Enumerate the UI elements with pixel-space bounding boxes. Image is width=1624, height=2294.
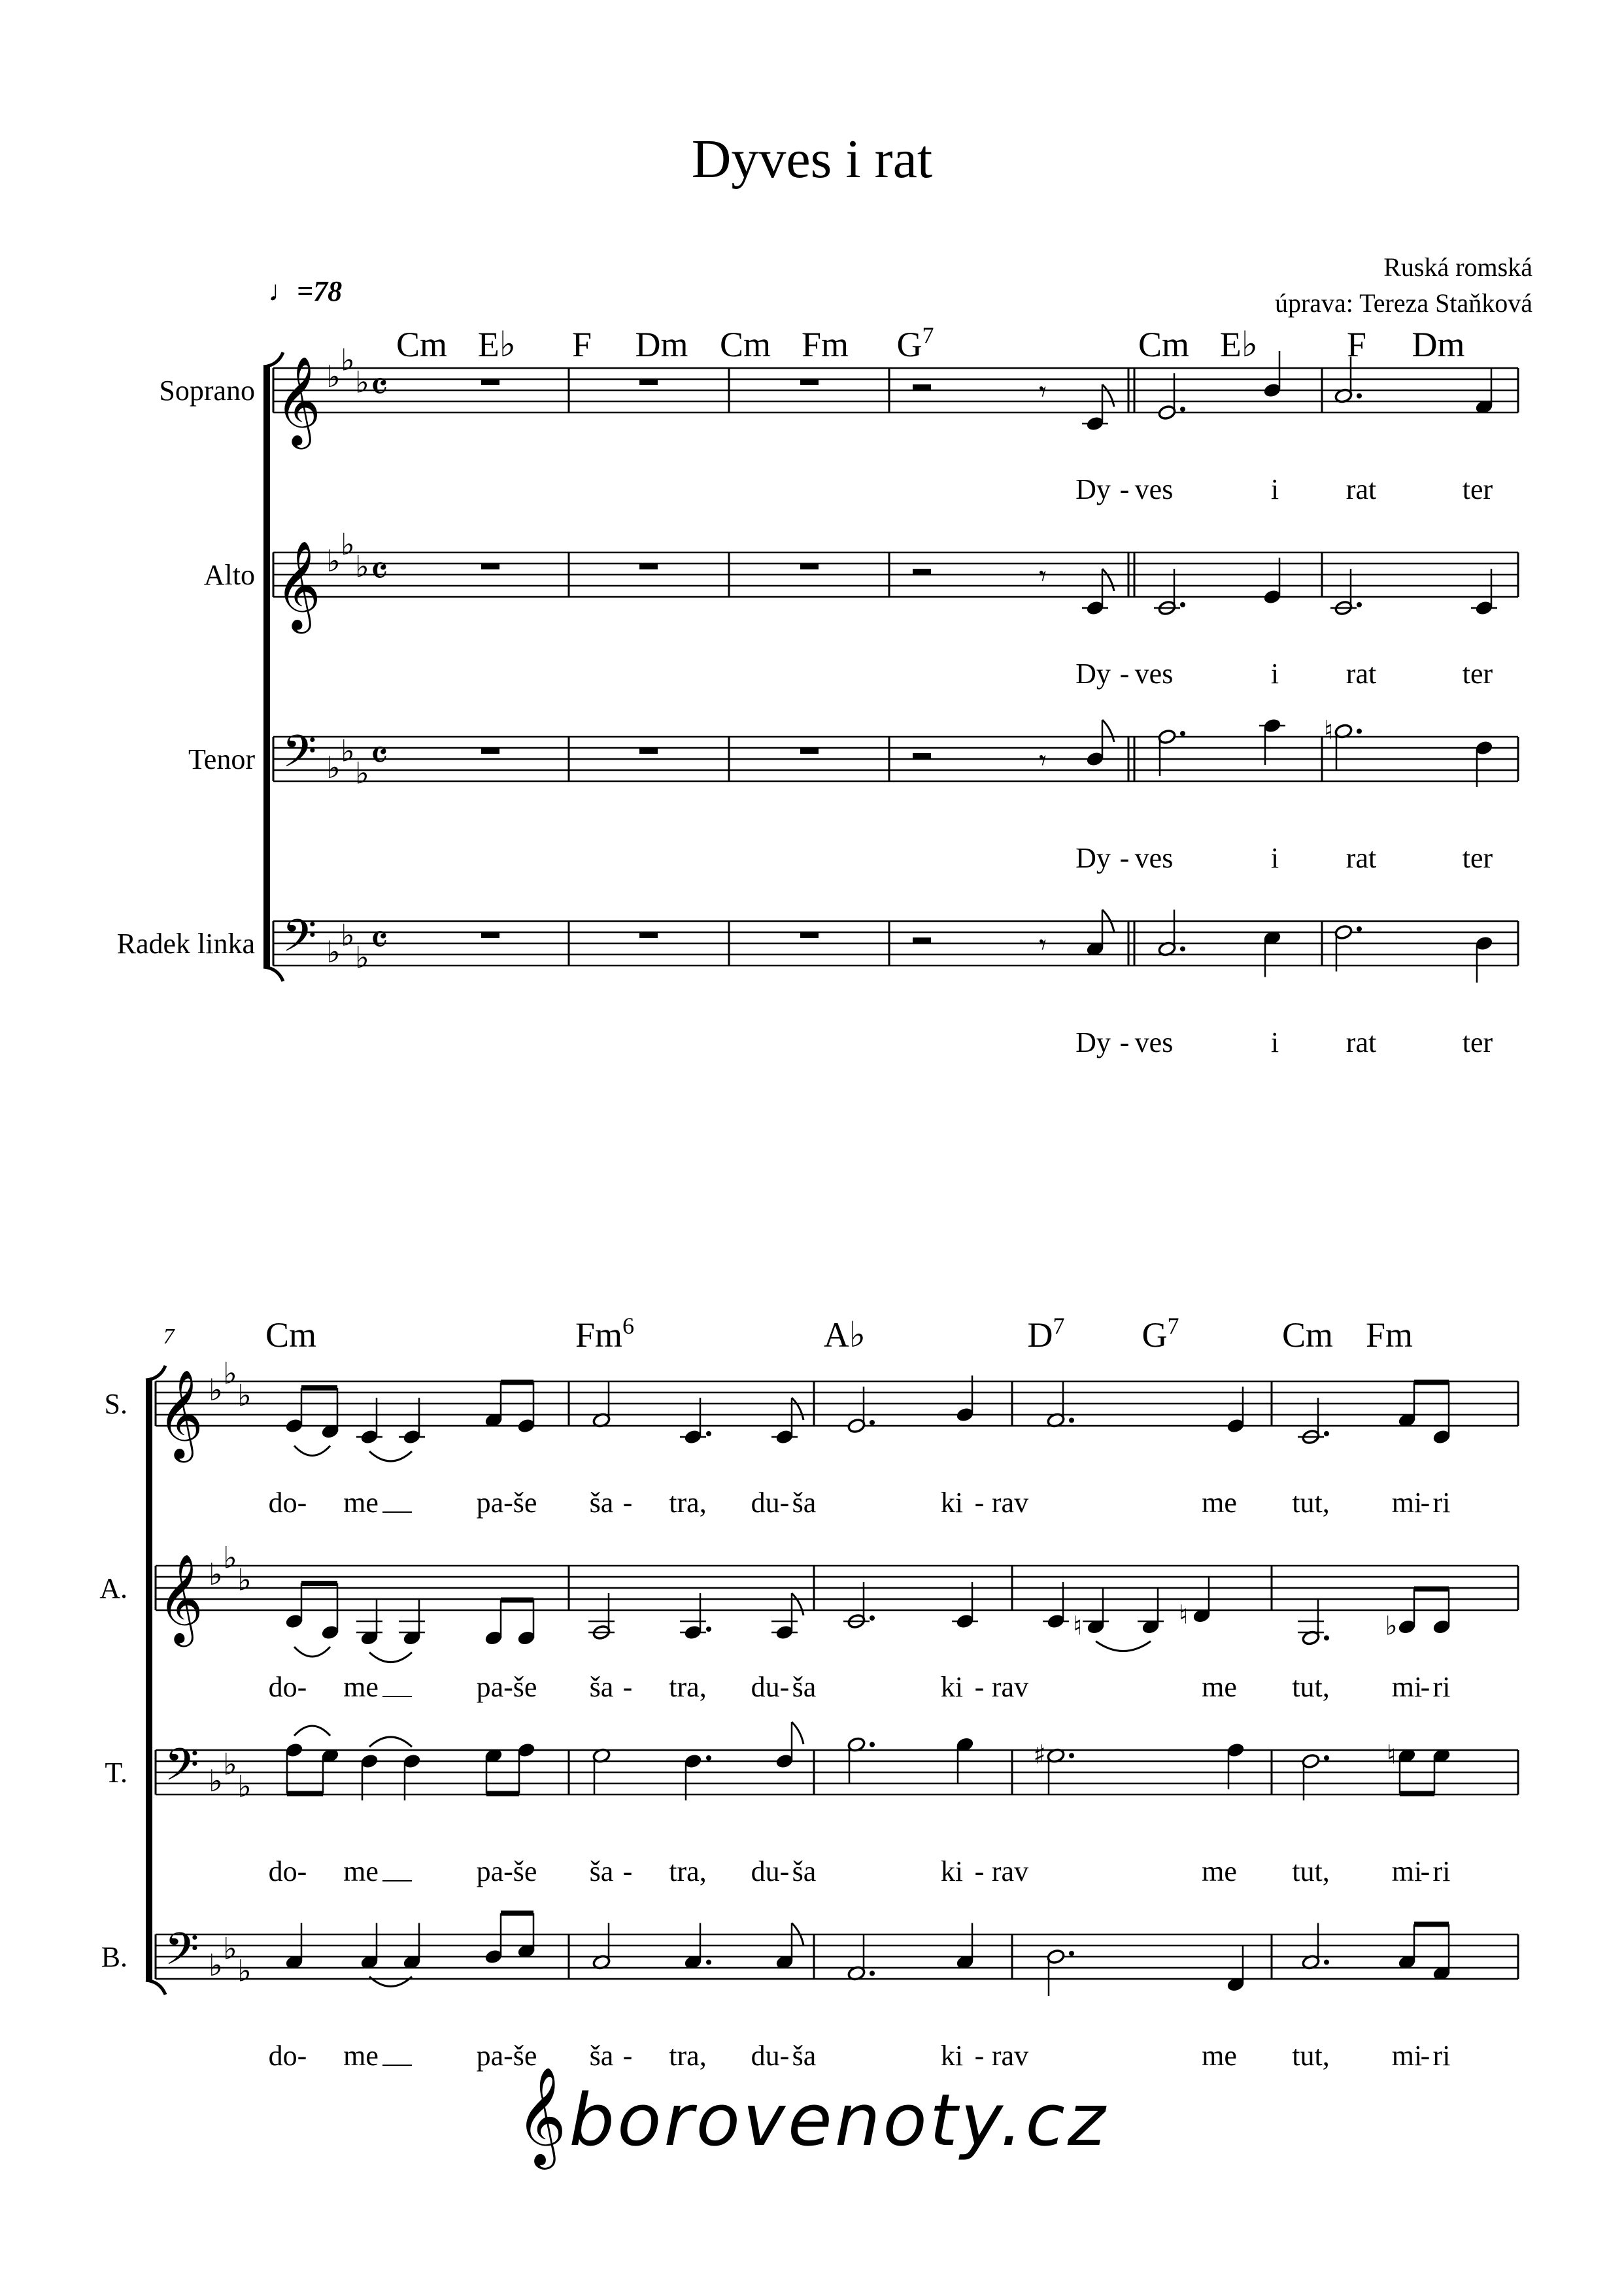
whole-rest — [639, 564, 658, 569]
eighth-rest: 𝄾 — [1039, 744, 1047, 777]
eighth-rest: 𝄾 — [1039, 375, 1047, 409]
lyric-syllable: ki — [940, 1855, 964, 1887]
key-flat: ♭ — [209, 1557, 223, 1592]
lyric-syllable: tut, — [1292, 2040, 1330, 2072]
bass-clef: 𝄢 — [282, 726, 317, 788]
instrument-name: S. — [104, 1388, 127, 1420]
lyric-syllable: tra, — [669, 1487, 707, 1519]
bass-clef: 𝄢 — [282, 911, 317, 973]
slur — [369, 1737, 412, 1747]
chord-symbol: Dm — [635, 325, 688, 364]
chord-symbol: E♭ — [477, 325, 516, 364]
key-flat: ♭ — [341, 342, 355, 378]
dot — [1069, 1951, 1074, 1956]
lyric-syllable: pa-še — [476, 1487, 537, 1519]
dot — [1069, 1418, 1074, 1423]
lyric-syllable: - — [974, 2040, 985, 2072]
lyric-syllable: tra, — [669, 1671, 707, 1703]
chord-symbol: $D^7$ — [1027, 1313, 1065, 1355]
dot — [1180, 731, 1185, 736]
dot — [1357, 602, 1362, 607]
lyric-syllable: ša — [589, 2040, 614, 2072]
dot — [870, 1420, 875, 1425]
treble-clef: 𝄞 — [158, 1368, 203, 1459]
dot — [1069, 1753, 1074, 1759]
lyric-syllable: me — [1202, 1671, 1237, 1703]
chord-symbol: Fm$^6$ — [575, 1313, 635, 1355]
key-flat: ♭ — [326, 934, 341, 970]
chord-symbol: F — [1346, 325, 1367, 364]
instrument-name: Soprano — [159, 375, 255, 407]
key-flat: ♭ — [355, 364, 369, 400]
whole-rest — [800, 379, 819, 385]
lyric-syllable: ri — [1432, 1671, 1451, 1703]
dot — [870, 1971, 875, 1976]
site-logo — [0, 2066, 1624, 2167]
dot — [706, 1755, 711, 1761]
lyric-syllable: pa-še — [476, 1855, 537, 1887]
time-signature: 𝄴 — [370, 547, 388, 595]
treble-clef: 𝄞 — [275, 539, 321, 630]
bass-clef: 𝄢 — [164, 1740, 199, 1802]
key-flat: ♭ — [223, 1746, 237, 1782]
lyric-syllable: ves — [1134, 842, 1174, 874]
flat-sign: ♭ — [1385, 1611, 1398, 1642]
lyric-syllable: - — [1119, 473, 1130, 505]
slur — [369, 1653, 412, 1662]
chord-symbol: $G^7$ — [896, 322, 934, 364]
time-signature: 𝄴 — [370, 916, 388, 964]
chord-symbol: Fm — [1365, 1315, 1413, 1355]
dot — [1180, 947, 1185, 952]
lyric-syllable: ter — [1462, 473, 1493, 505]
lyric-syllable: me — [343, 2040, 379, 2072]
lyric-syllable: - — [622, 1487, 633, 1519]
measure-number: 7 — [163, 1324, 175, 1349]
dot — [1324, 1755, 1329, 1761]
chord-symbol: Cm — [719, 325, 771, 364]
treble-clef-icon: 𝄞 — [516, 2066, 569, 2165]
lyric-syllable: tut, — [1292, 1487, 1330, 1519]
system-bracket — [146, 1980, 165, 1995]
site-logo-text: borovenoty.cz — [569, 2078, 1108, 2162]
slur — [294, 1446, 330, 1456]
half-rest — [913, 753, 931, 759]
lyric-syllable: - — [1420, 1487, 1430, 1519]
whole-rest — [481, 748, 499, 754]
natural-sign: ♮ — [1178, 1600, 1189, 1630]
chord-symbol: F — [571, 325, 592, 364]
treble-clef: 𝄞 — [275, 355, 321, 445]
half-rest — [913, 384, 931, 390]
lyric-syllable: - — [622, 2040, 633, 2072]
lyric-syllable: ša — [589, 1671, 614, 1703]
slur — [1096, 1642, 1151, 1651]
key-flat: ♭ — [223, 1931, 237, 1966]
key-flat: ♭ — [341, 526, 355, 562]
lyric-syllable: - — [622, 1671, 633, 1703]
half-rest — [913, 569, 931, 575]
lyric-syllable: ves — [1134, 1026, 1174, 1058]
lyric-syllable: - — [1119, 842, 1130, 874]
key-flat: ♭ — [237, 1768, 252, 1804]
dot — [706, 1627, 711, 1632]
lyric-syllable: tra, — [669, 2040, 707, 2072]
whole-rest — [639, 379, 658, 385]
lyric-syllable: du- — [751, 1671, 790, 1703]
lyric-syllable: ša — [792, 1855, 817, 1887]
natural-sign: ♮ — [1072, 1611, 1083, 1642]
lyric-syllable: - — [622, 1855, 633, 1887]
credit-arranger: úprava: Tereza Staňková — [1274, 288, 1532, 318]
instrument-name: Radek linka — [116, 928, 255, 960]
chord-symbol: Cm — [265, 1315, 317, 1355]
lyric-syllable: tra, — [669, 1855, 707, 1887]
chord-symbol: Cm — [1281, 1315, 1334, 1355]
lyric-syllable: i — [1270, 842, 1279, 874]
lyric-syllable: Dy — [1075, 473, 1111, 505]
lyric-syllable: rav — [991, 2040, 1029, 2072]
chord-symbol: Dm — [1412, 325, 1465, 364]
lyric-syllable: mi — [1391, 1671, 1423, 1703]
chord-symbol: Fm — [801, 325, 849, 364]
lyric-syllable: rav — [991, 1671, 1029, 1703]
lyric-syllable: - — [974, 1855, 985, 1887]
time-signature: 𝄴 — [370, 363, 388, 411]
tempo-mark: ♩=78 — [268, 275, 343, 307]
instrument-name: T. — [105, 1757, 127, 1789]
lyric-syllable: ša — [792, 1487, 817, 1519]
key-flat: ♭ — [237, 1377, 252, 1413]
instrument-name: Alto — [203, 559, 255, 591]
lyric-syllable: pa-še — [476, 2040, 537, 2072]
lyric-syllable: ter — [1462, 842, 1493, 874]
lyric-syllable: do- — [268, 2040, 307, 2072]
chord-symbol: E♭ — [1219, 325, 1259, 364]
lyric-syllable: ves — [1134, 658, 1174, 690]
lyric-syllable: ša — [589, 1487, 614, 1519]
lyric-syllable: ves — [1134, 473, 1174, 505]
natural-sign: ♮ — [1323, 715, 1334, 746]
system-bracket — [263, 967, 283, 981]
key-flat: ♭ — [237, 1562, 252, 1598]
dot — [1324, 1960, 1329, 1965]
lyric-syllable: mi — [1391, 1855, 1423, 1887]
natural-sign: ♮ — [1386, 1740, 1396, 1770]
key-flat: ♭ — [355, 939, 369, 975]
flag — [1102, 569, 1114, 591]
half-rest — [913, 937, 931, 943]
sharp-sign: ♯ — [1033, 1740, 1046, 1770]
lyric-syllable: rav — [991, 1855, 1029, 1887]
dot — [706, 1960, 711, 1965]
lyric-syllable: - — [1119, 1026, 1130, 1058]
dot — [1324, 1431, 1329, 1436]
lyric-syllable: du- — [751, 1855, 790, 1887]
lyric-syllable: tut, — [1292, 1855, 1330, 1887]
lyric-syllable: tut, — [1292, 1671, 1330, 1703]
whole-rest — [800, 748, 819, 754]
whole-rest — [481, 379, 499, 385]
lyric-syllable: - — [1420, 1671, 1430, 1703]
lyric-syllable: ri — [1432, 2040, 1451, 2072]
lyric-syllable: ša — [792, 1671, 817, 1703]
dot — [1357, 729, 1362, 734]
lyric-syllable: ter — [1462, 658, 1493, 690]
whole-rest — [800, 932, 819, 938]
lyric-syllable: - — [1119, 658, 1130, 690]
lyric-syllable: Dy — [1075, 842, 1111, 874]
slur — [369, 1451, 412, 1461]
lyric-syllable: rat — [1345, 658, 1377, 690]
slur — [294, 1647, 330, 1657]
key-flat: ♭ — [223, 1540, 237, 1576]
lyric-syllable: rat — [1345, 473, 1377, 505]
lyric-syllable: i — [1270, 1026, 1279, 1058]
dot — [1357, 926, 1362, 932]
credit-origin: Ruská romská — [1383, 252, 1532, 282]
lyric-syllable: do- — [268, 1671, 307, 1703]
key-flat: ♭ — [209, 1948, 223, 1983]
lyric-syllable: me — [1202, 2040, 1237, 2072]
instrument-name: A. — [99, 1572, 127, 1604]
bass-clef: 𝄢 — [164, 1924, 199, 1986]
key-flat: ♭ — [355, 755, 369, 791]
key-flat: ♭ — [326, 543, 341, 579]
lyric-syllable: ki — [940, 1487, 964, 1519]
lyric-syllable: rav — [991, 1487, 1029, 1519]
lyric-syllable: - — [974, 1487, 985, 1519]
lyric-syllable: - — [974, 1671, 985, 1703]
lyric-syllable: - — [1420, 1855, 1430, 1887]
dot — [1180, 602, 1185, 607]
lyric-syllable: ri — [1432, 1487, 1451, 1519]
lyric-syllable: mi — [1391, 1487, 1423, 1519]
lyric-syllable: du- — [751, 2040, 790, 2072]
lyric-syllable: Dy — [1075, 1026, 1111, 1058]
lyric-syllable: me — [1202, 1487, 1237, 1519]
flag — [1102, 720, 1114, 742]
key-flat: ♭ — [209, 1763, 223, 1798]
whole-rest — [481, 932, 499, 938]
dot — [706, 1431, 711, 1436]
eighth-rest: 𝄾 — [1039, 560, 1047, 593]
flag — [792, 1398, 804, 1420]
dot — [870, 1615, 875, 1621]
lyric-syllable: i — [1270, 473, 1279, 505]
slur — [294, 1726, 330, 1736]
chord-symbol: $G^7$ — [1142, 1313, 1179, 1355]
lyric-syllable: Dy — [1075, 658, 1111, 690]
instrument-name: Tenor — [188, 743, 255, 775]
lyric-syllable: i — [1270, 658, 1279, 690]
key-flat: ♭ — [223, 1355, 237, 1391]
flag — [1102, 384, 1114, 407]
key-flat: ♭ — [326, 750, 341, 785]
chord-symbol: Cm — [1138, 325, 1190, 364]
treble-clef: 𝄞 — [158, 1553, 203, 1643]
flag — [792, 1593, 804, 1615]
lyric-syllable: rat — [1345, 1026, 1377, 1058]
lyric-syllable: ki — [940, 1671, 964, 1703]
instrument-name: B. — [101, 1941, 127, 1973]
lyric-syllable: ki — [940, 2040, 964, 2072]
flag — [792, 1722, 804, 1744]
lyric-syllable: du- — [751, 1487, 790, 1519]
eighth-rest: 𝄾 — [1039, 928, 1047, 962]
lyric-syllable: rat — [1345, 842, 1377, 874]
whole-rest — [481, 564, 499, 569]
key-flat: ♭ — [209, 1372, 223, 1408]
lyric-syllable: me — [343, 1671, 379, 1703]
lyric-syllable: do- — [268, 1855, 307, 1887]
lyric-syllable: ter — [1462, 1026, 1493, 1058]
key-flat: ♭ — [355, 548, 369, 584]
dot — [1324, 1636, 1329, 1641]
dot — [1357, 394, 1362, 399]
chord-symbol: Cm — [396, 325, 448, 364]
whole-rest — [639, 932, 658, 938]
key-flat: ♭ — [326, 359, 341, 394]
lyric-syllable: ša — [589, 1855, 614, 1887]
lyric-syllable: mi — [1391, 2040, 1423, 2072]
lyric-syllable: me — [343, 1855, 379, 1887]
lyric-syllable: ri — [1432, 1855, 1451, 1887]
time-signature: 𝄴 — [370, 732, 388, 779]
key-flat: ♭ — [341, 917, 355, 953]
key-flat: ♭ — [237, 1953, 252, 1989]
dot — [1180, 407, 1185, 412]
lyric-syllable: pa-še — [476, 1671, 537, 1703]
lyric-syllable: me — [343, 1487, 379, 1519]
key-flat: ♭ — [341, 733, 355, 769]
dot — [870, 1742, 875, 1747]
lyric-syllable: - — [1420, 2040, 1430, 2072]
chord-symbol: A♭ — [823, 1315, 866, 1355]
lyric-syllable: ša — [792, 2040, 817, 2072]
lyric-syllable: me — [1202, 1855, 1237, 1887]
lyric-syllable: do- — [268, 1487, 307, 1519]
whole-rest — [800, 564, 819, 569]
whole-rest — [639, 748, 658, 754]
score-title: Dyves i rat — [691, 129, 933, 190]
